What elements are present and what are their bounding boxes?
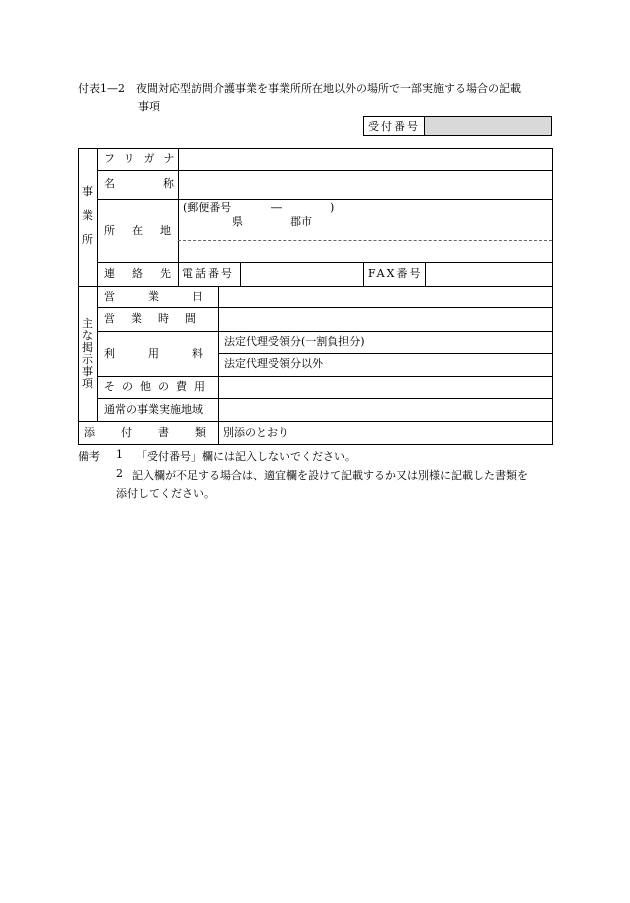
- fax-field[interactable]: [428, 265, 550, 284]
- row-divider: [97, 398, 553, 399]
- section-divider: [78, 286, 553, 287]
- note-2-text-continued: 添付してください。: [116, 487, 215, 500]
- section-label-char: 示: [82, 353, 93, 366]
- receipt-number-label: 受付番号: [363, 116, 425, 136]
- cell-divider: [425, 262, 426, 286]
- note-1-number: 1: [116, 448, 123, 461]
- section-label-char: 掲: [82, 341, 93, 354]
- business-hours-field[interactable]: [220, 310, 550, 329]
- city-label: 郡市: [290, 215, 312, 228]
- section-label-char: 事: [82, 365, 93, 378]
- notes-heading: 備考: [78, 450, 100, 463]
- row-divider: [97, 307, 553, 308]
- other-costs-field[interactable]: [220, 378, 550, 396]
- row-divider: [97, 170, 553, 171]
- prefecture-label: 県: [232, 215, 243, 228]
- form-title-continued: 事項: [138, 100, 160, 113]
- furigana-field[interactable]: [180, 150, 550, 168]
- row-divider: [97, 376, 553, 377]
- table-border-top: [78, 148, 553, 149]
- attachments-label: 添付書類: [84, 426, 232, 439]
- address-label: 所在地: [104, 224, 188, 237]
- business-hours-label: 営業時間: [104, 312, 212, 325]
- cell-divider: [363, 262, 364, 286]
- section-label-char: 主: [82, 317, 93, 330]
- section-label-char: 業: [82, 209, 93, 222]
- business-days-field[interactable]: [220, 288, 550, 306]
- other-costs-label: その他の費用: [104, 380, 212, 393]
- postal-code-suffix: ): [330, 201, 335, 214]
- contact-label: 連絡先: [104, 267, 188, 280]
- address-dashed-line: [178, 240, 552, 241]
- postal-code-dash: ―: [271, 201, 282, 214]
- fee-non-statutory[interactable]: 法定代理受領分以外: [224, 357, 323, 370]
- section-label-char: 事: [82, 185, 93, 198]
- label-column-divider: [178, 148, 179, 286]
- service-area-label: 通常の事業実施地域: [104, 403, 203, 416]
- fee-statutory-one-tenth[interactable]: 法定代理受領分(一割負担分): [224, 335, 365, 348]
- row-divider: [97, 199, 553, 200]
- business-days-label: 営業日: [104, 290, 236, 303]
- form-title: 付表1—2 夜間対応型訪問介護事業を事業所所在地以外の場所で一部実施する場合の記載: [78, 82, 521, 95]
- section-label-posted-items: [78, 318, 97, 390]
- name-field[interactable]: [180, 173, 550, 197]
- section-label-char: 所: [82, 233, 93, 246]
- fee-label: 利用料: [104, 347, 236, 360]
- label-column-divider: [218, 286, 219, 445]
- receipt-number-field[interactable]: [425, 116, 552, 136]
- furigana-label: フリガナ: [104, 152, 184, 165]
- fax-label: FAX番号: [368, 267, 423, 280]
- phone-label: 電話番号: [182, 267, 234, 280]
- section-label-char: 項: [82, 377, 93, 390]
- postal-code-prefix: (郵便番号: [183, 201, 232, 214]
- section-divider: [78, 421, 553, 422]
- note-2-number: 2: [116, 467, 123, 480]
- table-border-right: [552, 148, 553, 445]
- service-area-field[interactable]: [220, 400, 550, 419]
- name-label: 名称: [104, 177, 222, 190]
- table-border-bottom: [78, 444, 553, 445]
- row-divider: [97, 262, 553, 263]
- note-1-text: 「受付番号」欄には記入しないでください。: [136, 450, 356, 463]
- note-2-text: 記入欄が不足する場合は、適宜欄を設けて記載するか又は別様に記載した書類を: [132, 469, 528, 482]
- row-divider: [218, 353, 553, 354]
- section-column-divider: [97, 148, 98, 421]
- section-label-char: な: [82, 329, 93, 342]
- attachments-value: 別添のとおり: [223, 426, 289, 439]
- section-label-office: [78, 186, 97, 246]
- row-divider: [97, 331, 553, 332]
- phone-field[interactable]: [243, 265, 361, 284]
- cell-divider: [240, 262, 241, 286]
